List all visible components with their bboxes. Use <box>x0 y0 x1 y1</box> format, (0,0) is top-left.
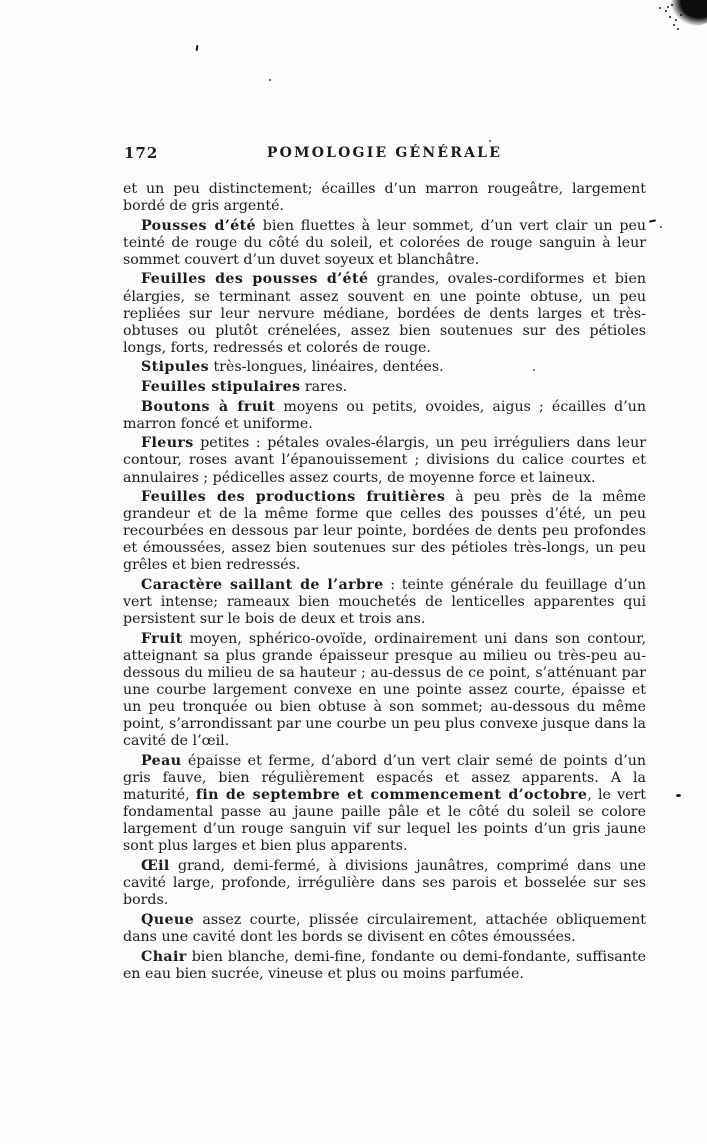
paragraph <box>123 631 646 751</box>
paragraph-text: bien fluettes à leur sommet, d’un vert clair un peu teinté de rouge du côté du soleil, et colorées de rouge sanguin à leur sommet couvert d’un duvet soyeux et blanchâtre. <box>123 217 646 268</box>
text-block <box>123 181 646 983</box>
ink-speck <box>196 45 199 51</box>
paragraph-lead-label: Peau <box>141 753 182 769</box>
ink-speck <box>269 79 271 81</box>
ink-speck <box>533 369 535 371</box>
paragraph <box>123 949 646 983</box>
paragraph-text: assez courte, plissée circulairement, attachée obliquement dans une cavité dont les bords se divisent en côtes émoussées. <box>123 911 646 945</box>
paragraph-lead-label: Boutons à fruit <box>141 398 276 415</box>
paragraph-lead-label: Fleurs <box>141 435 194 452</box>
paragraph-text: bien blanche, demi-fine, fondante ou demi-fondante, suffisante en eau bien sucrée, vineuse et plus ou moins parfumée. <box>123 948 646 982</box>
page-number: 172 <box>124 144 159 162</box>
paragraph <box>123 753 646 856</box>
paragraph-lead-label: Queue <box>141 911 195 928</box>
paragraph-text: grand, demi-fermé, à divisions jaunâtres, comprimé dans une cavité large, profonde, irrégulière dans ses parois et bosselée sur ses bords. <box>123 858 646 909</box>
ink-speck <box>676 794 681 797</box>
paragraph <box>123 435 646 486</box>
paragraph <box>123 858 646 909</box>
paragraph-lead-label: Chair <box>141 948 187 965</box>
paragraph <box>123 489 646 574</box>
paragraph-lead-label: Fruit <box>141 630 183 647</box>
running-header-title: POMOLOGIE GÉNÉRALE <box>266 145 503 161</box>
paragraph <box>123 271 646 356</box>
paragraph-lead-label: Feuilles des productions fruitières <box>141 489 446 506</box>
paragraph <box>123 577 646 628</box>
paragraph-text: petites : pétales ovales-élargis, un peu irréguliers dans leur contour, roses avant l’épanouissement ; divisions du calice courtes et annulaires ; pédicelles assez courts, de moyenne force et laineux. <box>123 435 646 486</box>
paragraph <box>123 399 646 433</box>
paragraph <box>123 912 646 946</box>
paragraph-text: moyens ou petits, ovoides, aigus ; écailles d’un marron foncé et uniforme. <box>123 398 646 432</box>
paragraph-text: grandes, ovales-cordiformes et bien élargies, se terminant assez souvent en une pointe obtuse, un peu repliées sur leur nervure médiane, bordées de dents larges et très-obtuses ou plutôt crénelées, assez bien soutenues sur des pétioles longs, forts, redressés et colorés de rouge. <box>123 271 647 356</box>
paragraph-lead-label: Feuilles stipulaires <box>141 379 301 396</box>
paragraph-lead-label: Pousses d’été <box>141 217 256 234</box>
paragraph <box>123 359 646 376</box>
ink-smudge <box>671 0 707 26</box>
paragraph <box>123 218 646 269</box>
paragraph-text: : teinte générale du feuillage d’un vert intense; rameaux bien mouchetés de lenticelles apparentes qui persistent sur le bois de deux et trois ans. <box>123 577 646 628</box>
paragraph-text: épaisse et ferme, d’abord d’un vert clair semé de points d’un gris fauve, bien régulièrement espacés et assez apparents. A la maturité, <box>123 753 646 804</box>
paragraph-text: moyen, sphérico-ovoïde, ordinairement uni dans son contour, atteignant sa plus grande épaisseur presque au milieu ou très-peu au-dessous du milieu de sa hauteur ; au-dessus de ce point, s’atténuant par une courbe largement convexe en une pointe assez courte, épaisse et un peu tronquée ou bien obtuse à son sommet; au-dessous du même point, s’arrondissant par une courbe un peu plus convexe jusque dans la cavité de l’œil. <box>123 630 646 750</box>
paragraph-text: à peu près de la même grandeur et de la même forme que celles des pousses d’été, un peu recourbées en dessous par leur pointe, bordées de dents peu profondes et émoussées, assez bien soutenues sur des pétioles très-longs, un peu grêles et bien redressés. <box>123 489 646 574</box>
paragraph-text: et un peu distinctement; écailles d’un marron rougeâtre, largement bordé de gris argenté. <box>123 181 646 215</box>
paragraph <box>123 379 646 396</box>
paragraph-text: très-longues, linéaires, dentées. <box>209 359 444 376</box>
paragraph-text: , le vert fondamental passe au jaune paille pâle et le côté du soleil se colore largement d’un rouge sanguin vif sur lequel les points d’un gris jaune sont plus larges et bien plus apparents. <box>123 787 647 855</box>
paragraph-lead-label: Feuilles des pousses d’été <box>141 271 369 288</box>
paragraph-lead-label: Caractère saillant de l’arbre <box>141 577 384 594</box>
paragraph-lead-label: fin de septembre et commencement d’octobre <box>195 787 588 804</box>
paragraph <box>123 181 646 215</box>
paragraph-text: rares. <box>300 379 348 396</box>
ink-speck <box>489 140 491 142</box>
ink-speckle <box>671 4 673 6</box>
paragraph-lead-label: Stipules <box>141 359 210 376</box>
ink-speck <box>660 226 662 228</box>
ink-speck <box>649 219 656 222</box>
paragraph-lead-label: Œil <box>141 858 170 875</box>
